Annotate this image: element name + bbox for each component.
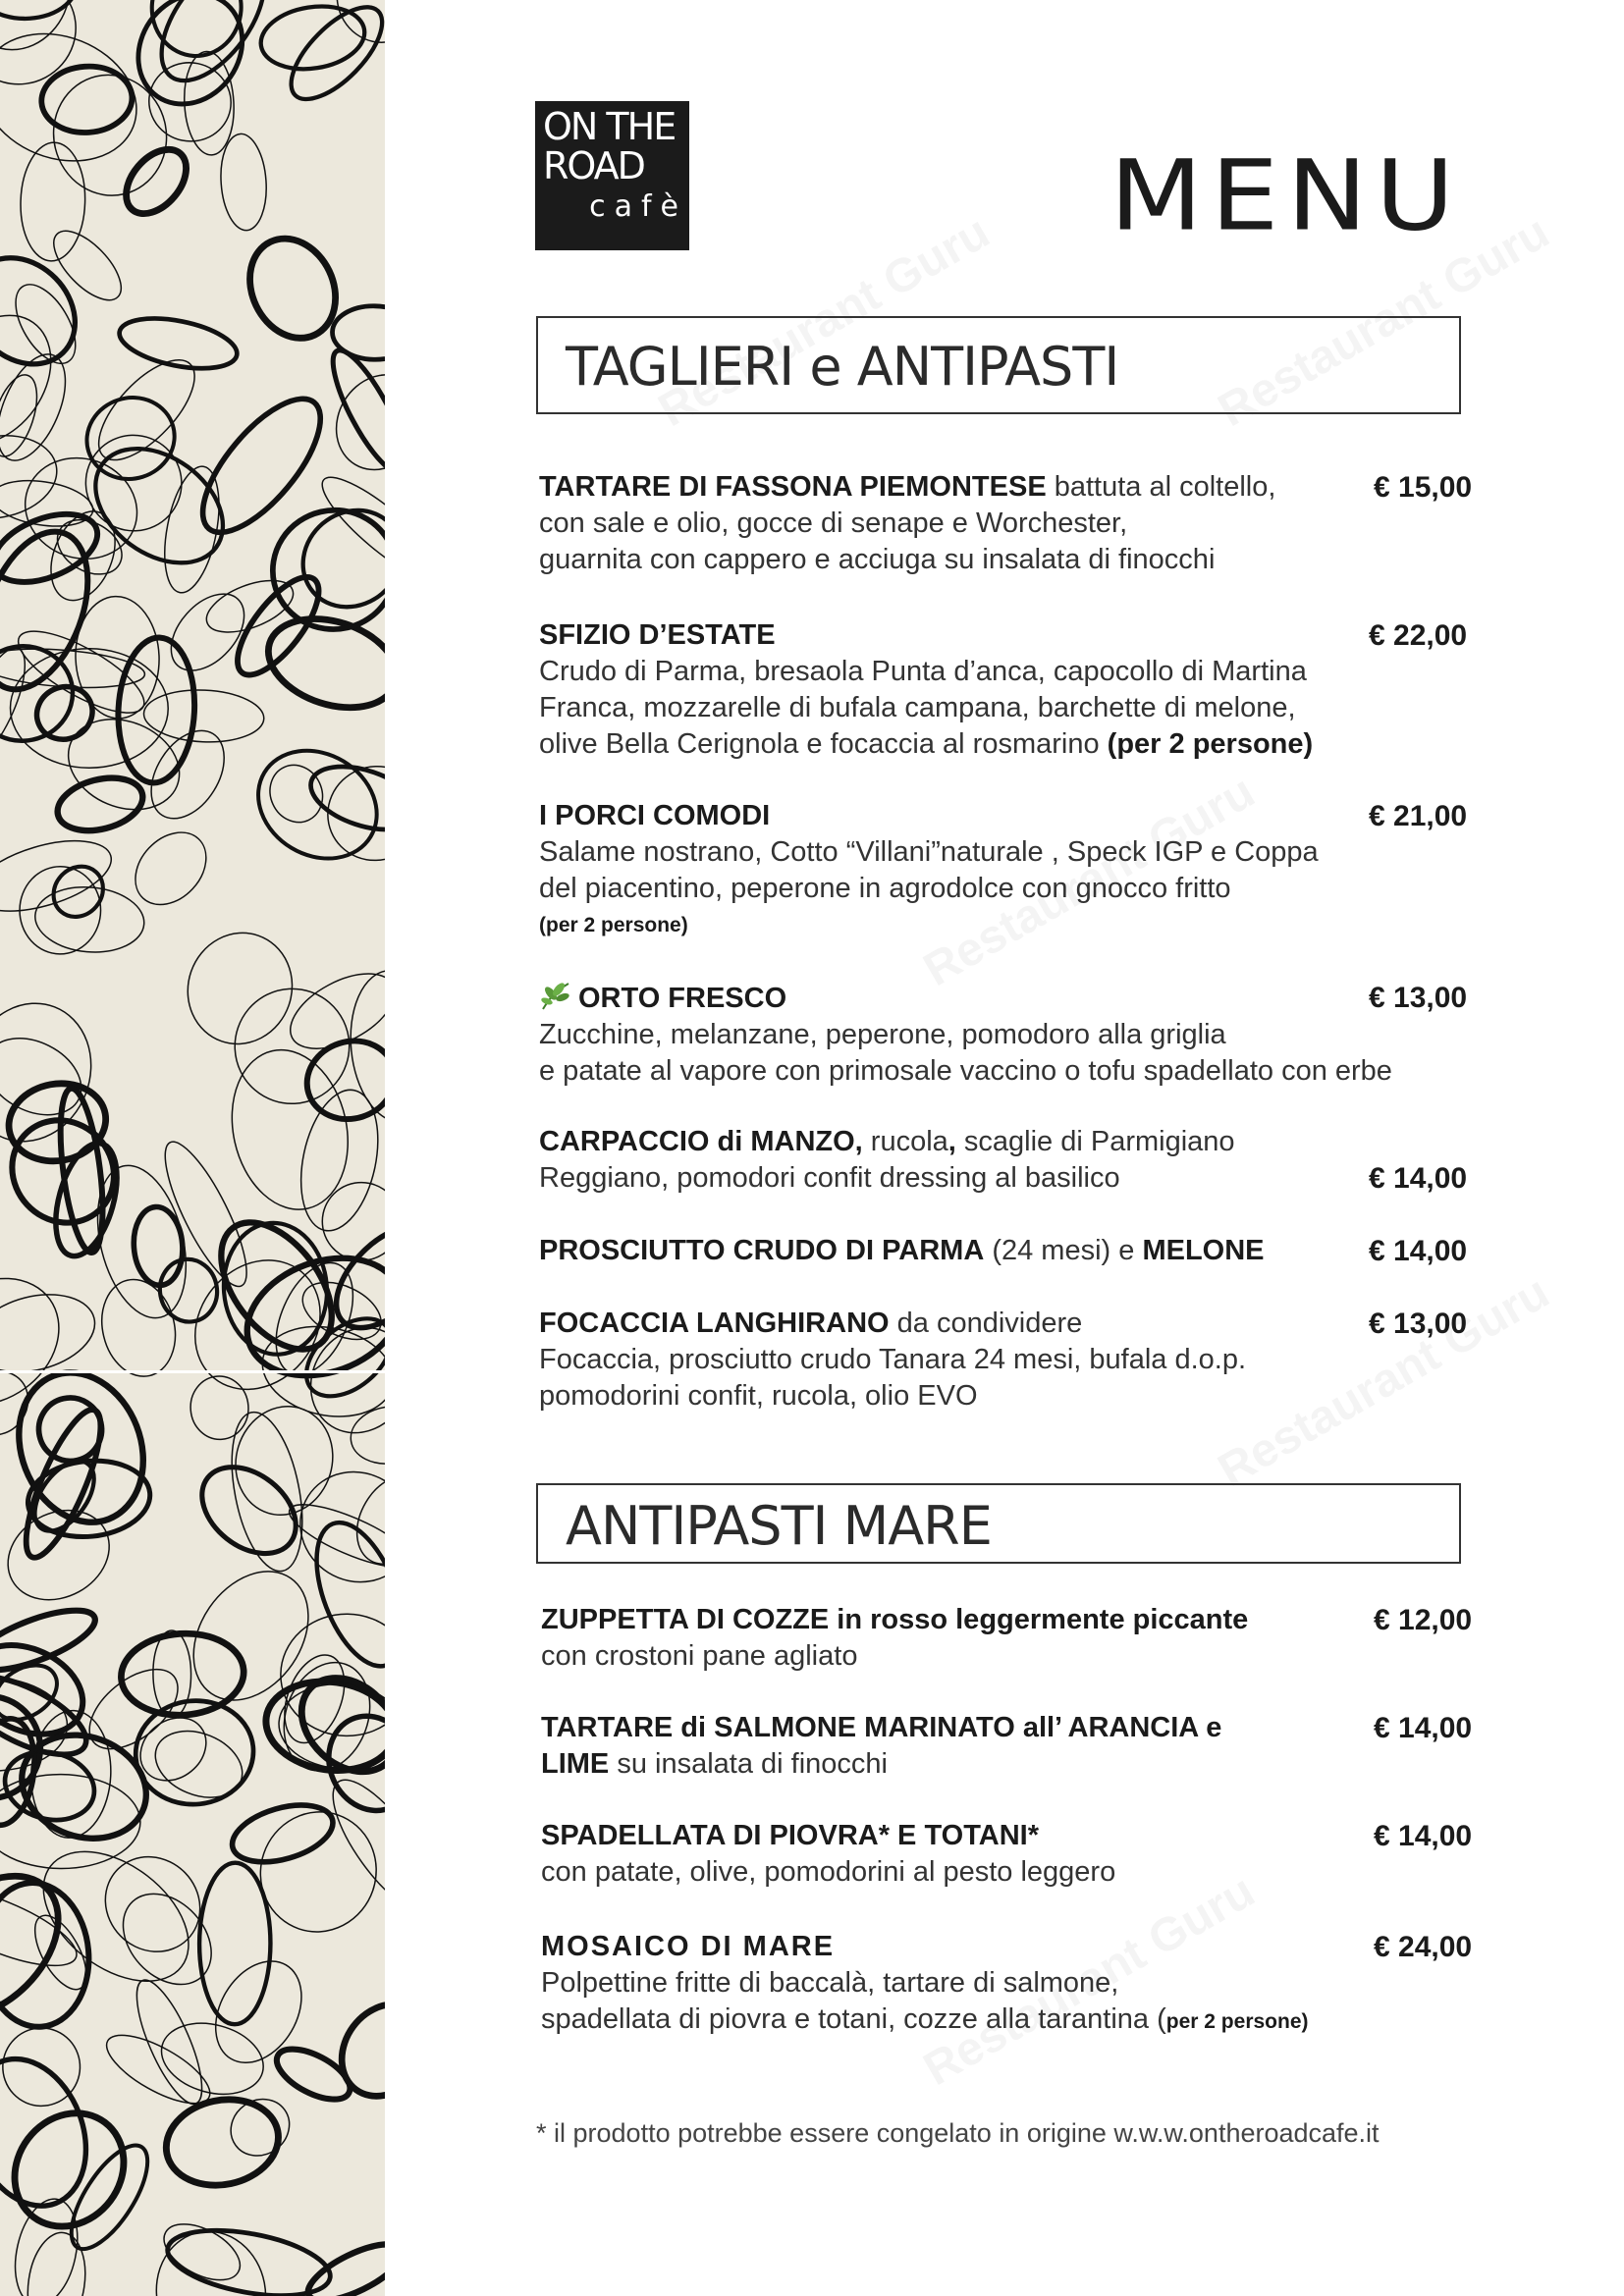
pattern-loop — [115, 636, 198, 785]
menu-item — [541, 1710, 1221, 1783]
item-price: € 15,00 — [1374, 471, 1473, 504]
item-price: € 14,00 — [1374, 1712, 1473, 1744]
item-description: su insalata di finocchi — [609, 1748, 888, 1780]
section-heading-box — [536, 1483, 1461, 1564]
item-name: TARTARE DI FASSONA PIEMONTESE — [539, 471, 1047, 503]
menu-item — [539, 1233, 1265, 1269]
pattern-loop — [0, 237, 96, 386]
item-description: e patate al vapore con primosale vaccino o tofu spadellato con erbe — [539, 1055, 1392, 1087]
item-name: PROSCIUTTO CRUDO DI PARMA — [539, 1235, 985, 1266]
item-description: Focaccia, prosciutto crudo Tanara 24 mesi, bufala d.o.p. — [539, 1344, 1247, 1375]
item-description: (24 mesi) e — [984, 1235, 1143, 1266]
pattern-loop — [0, 1253, 83, 1431]
pattern-loop — [277, 0, 385, 114]
menu-item — [539, 1306, 1246, 1415]
item-price: € 14,00 — [1369, 1162, 1468, 1195]
pattern-loop — [244, 1796, 385, 1948]
pattern-loop — [32, 882, 146, 956]
pattern-loop — [0, 0, 79, 20]
item-name: LIME — [541, 1748, 610, 1780]
pattern-loop — [300, 2233, 385, 2296]
pattern-loop — [297, 1030, 385, 1130]
menu-item — [539, 469, 1275, 578]
menu-item — [541, 1602, 1248, 1675]
item-name: TARTARE di SALMONE MARINATO all’ ARANCIA e — [541, 1712, 1222, 1743]
menu-item — [541, 1818, 1115, 1891]
item-name: FOCACCIA LANGHIRANO — [539, 1308, 890, 1339]
item-description: con patate, olive, pomodorini al pesto leggero — [541, 1856, 1116, 1888]
item-price: € 13,00 — [1369, 1308, 1468, 1340]
logo-line-1: ON THE — [543, 105, 676, 148]
item-name: SFIZIO D’ESTATE — [539, 619, 776, 651]
pattern-loop — [22, 2228, 92, 2296]
pattern-loop — [183, 381, 340, 551]
pattern-loop — [114, 138, 197, 225]
item-description: da condividere — [889, 1308, 1083, 1339]
decorative-pattern-panel — [0, 0, 385, 2296]
item-price: € 12,00 — [1374, 1604, 1473, 1636]
pattern-loop — [20, 1826, 213, 2007]
menu-item — [541, 1929, 1309, 2040]
pattern-loop — [153, 2012, 271, 2105]
pattern-loop — [76, 1654, 192, 1764]
pattern-loop — [223, 1394, 347, 1526]
item-price: € 22,00 — [1369, 619, 1468, 652]
logo-line-2: ROAD — [543, 144, 644, 187]
pattern-loop — [136, 718, 240, 831]
brand-logo — [535, 101, 689, 250]
item-name: I PORCI COMODI — [539, 800, 771, 831]
item-description: Zucchine, melanzane, peperone, pomodoro alla griglia — [539, 1019, 1226, 1050]
item-name: ORTO FRESCO — [578, 983, 787, 1014]
pattern-loop — [77, 387, 185, 490]
pattern-loop — [0, 1282, 103, 1384]
pattern-loop — [186, 1450, 312, 1572]
item-description: pomodorini confit, rucola, olio EVO — [539, 1380, 978, 1412]
pattern-loop — [320, 342, 385, 481]
pattern-loop — [8, 616, 155, 728]
pattern-loop — [55, 703, 193, 826]
item-name: CARPACCIO di MANZO, — [539, 1126, 863, 1157]
section-heading: ANTIPASTI MARE — [566, 1495, 992, 1557]
item-price: € 14,00 — [1369, 1235, 1468, 1267]
item-description: rucola — [862, 1126, 948, 1157]
pattern-loop — [0, 369, 46, 461]
logo-line-3: cafè — [589, 189, 687, 224]
item-description: olive Bella Cerignola e focaccia al rosmarino — [539, 728, 1100, 760]
item-price: € 21,00 — [1369, 800, 1468, 832]
pattern-loop — [44, 1137, 128, 1263]
pattern-loop — [315, 1175, 385, 1267]
pattern-loop — [121, 819, 220, 919]
pattern-loop — [189, 1374, 251, 1442]
section-heading-box — [536, 316, 1461, 414]
leaf-icon — [539, 980, 574, 1011]
pattern-loop — [0, 294, 75, 466]
pattern-loop — [158, 2090, 287, 2196]
item-description: , — [947, 1126, 956, 1157]
pattern-loop — [52, 770, 148, 839]
menu-item — [539, 980, 1392, 1090]
pattern-loop — [324, 1987, 385, 2112]
item-price: € 24,00 — [1374, 1931, 1473, 1963]
pattern-loop — [12, 1402, 114, 1566]
pattern-loop — [239, 729, 385, 880]
item-name: MOSAICO DI MARE — [541, 1931, 836, 1962]
item-description: con sale e olio, gocce di senape e Worchester, — [539, 507, 1128, 539]
item-description: scaglie di Parmigiano — [955, 1126, 1235, 1157]
pattern-loop — [283, 1493, 385, 1579]
item-description: Crudo di Parma, bresaola Punta d’anca, capocollo di Martina — [539, 656, 1307, 687]
pattern-loop — [218, 133, 269, 232]
pattern-loop — [310, 464, 385, 597]
item-price: € 13,00 — [1369, 982, 1468, 1014]
item-note: (per 2 persone) — [539, 914, 688, 936]
item-description: con crostoni pane agliato — [541, 1640, 858, 1672]
pattern-loop — [119, 1629, 246, 1719]
pattern-loop — [142, 687, 265, 744]
pattern-loop — [41, 63, 179, 207]
item-description: Salame nostrano, Cotto “Villani”naturale , Speck IGP e Coppa — [539, 836, 1319, 868]
menu-item — [539, 798, 1319, 943]
menu-item — [539, 617, 1313, 763]
scribble-pattern-graphic — [0, 0, 385, 2296]
item-description: guarnita con cappero e acciuga su insalata di finocchi — [539, 544, 1216, 575]
pattern-seam — [0, 1370, 385, 1373]
pattern-loop — [226, 1794, 340, 1872]
item-note: per 2 persone) — [1165, 2010, 1309, 2033]
pattern-loop — [19, 141, 86, 262]
item-description: del piacentino, peperone in agrodolce con gnocco fritto — [539, 873, 1231, 904]
item-name: SPADELLATA DI PIOVRA* E TOTANI* — [541, 1820, 1039, 1851]
pattern-loop — [261, 757, 332, 831]
item-description: battuta al coltello, — [1046, 471, 1276, 503]
pattern-loop — [0, 2092, 146, 2249]
pattern-loop — [290, 1083, 385, 1238]
menu-item — [539, 1124, 1235, 1197]
item-description: Franca, mozzarelle di bufala campana, barchette di melone, — [539, 692, 1296, 723]
pattern-loop — [115, 310, 241, 378]
item-name: ZUPPETTA DI COZZE in rosso leggermente piccante — [541, 1604, 1249, 1635]
section-heading: TAGLIERI e ANTIPASTI — [566, 336, 1119, 398]
pattern-loop — [0, 474, 96, 532]
pattern-loop — [92, 1272, 185, 1384]
pattern-loop — [316, 1766, 385, 1927]
pattern-loop — [42, 220, 132, 311]
item-note: (per 2 persone) — [1099, 728, 1314, 760]
watermark — [1210, 1265, 1558, 1498]
item-name: MELONE — [1142, 1235, 1265, 1266]
item-description: Reggiano, pomodori confit dressing al basilico — [539, 1162, 1120, 1194]
item-description: spadellata di piovra e totani, cozze alla tarantina ( — [541, 2003, 1166, 2035]
footer-note: * il prodotto potrebbe essere congelato in origine w.w.w.ontheroadcafe.it — [536, 2118, 1380, 2148]
pattern-loop — [347, 1401, 385, 1469]
item-price: € 14,00 — [1374, 1820, 1473, 1852]
item-description: Polpettine fritte di baccalà, tartare di salmone, — [541, 1967, 1119, 1999]
page-title: MENU — [1110, 138, 1463, 253]
